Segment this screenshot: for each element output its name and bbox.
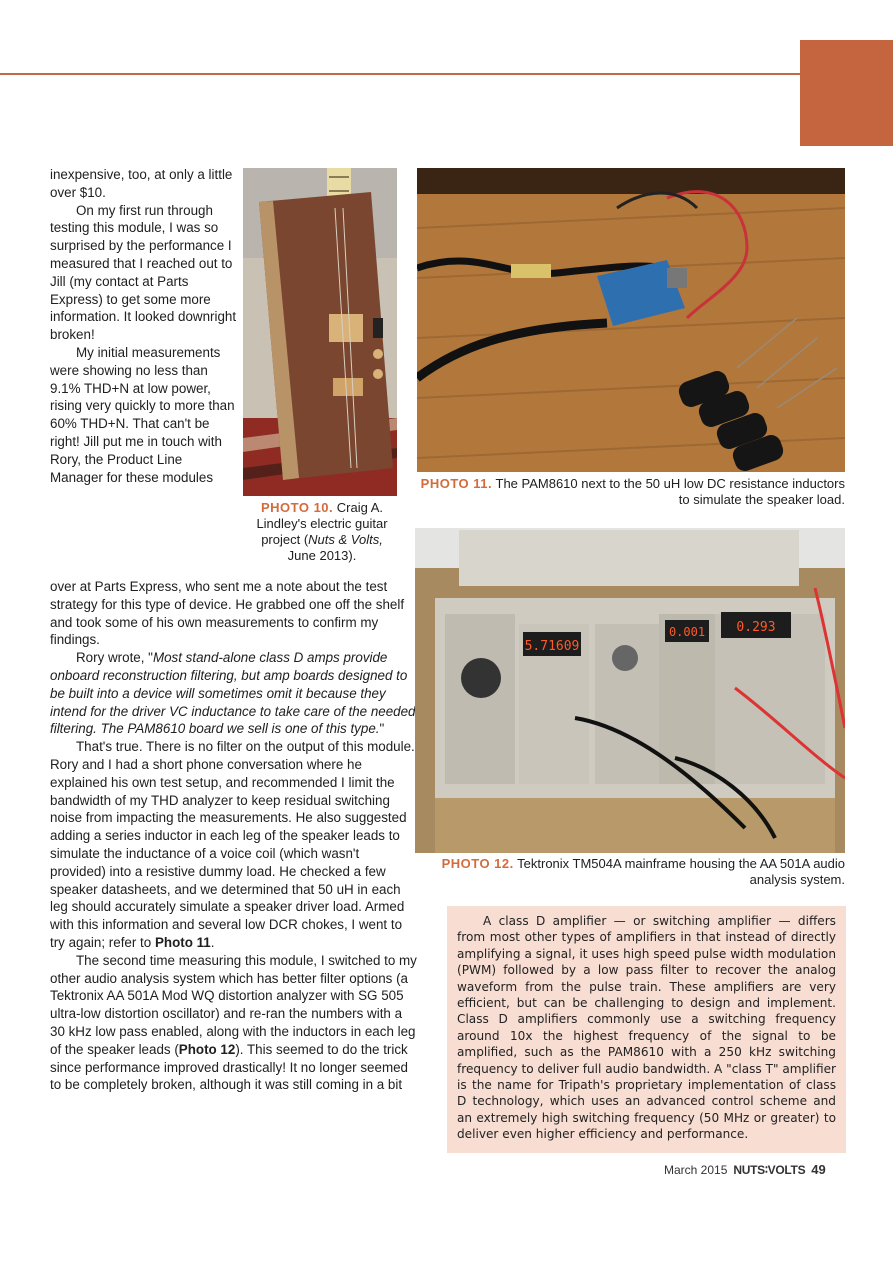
page-number: 49 <box>811 1162 826 1177</box>
body-paragraph: The second time measuring this module, I switched to my other audio analysis system which has better filter options (a Tektronix AA 501A Mod WQ distortion analyzer with SG 505 ultra-low distortion oscillator) and re-ran the numbers with a 30 kHz low pass enabled, along with the inductors in each leg of the speaker leads (Photo 12). This seemed to do the trick since performance improved drastically! It no longer seemed to be completely broken, although it was still coming in a bit <box>50 952 417 1093</box>
body-paragraph: My initial measurements were showing no less than 9.1% THD+N at low power, rising very quickly to more than 60% THD+N. That can't be right! Jill put me in touch with Rory, the Product Line Manager for these modules <box>50 344 235 485</box>
class-d-sidebar <box>447 906 846 1153</box>
body-paragraph: On my first run through testing this module, I was so surprised by the performance I measured that I reached out to Jill (my contact at Parts Express) to get some more information. It looked downright broken! <box>50 202 237 343</box>
photo-12-tektronix <box>415 528 845 853</box>
photo-10-label: PHOTO 10. <box>260 500 334 515</box>
svg-text:5.71609: 5.71609 <box>524 639 580 654</box>
body-paragraph: over at Parts Express, who sent me a note about the test strategy for this type of device. He grabbed one off the shelf and took some of his own measurements to confirm my findings. <box>50 579 405 648</box>
photo-12-label: PHOTO 12. <box>441 856 514 871</box>
header-rule <box>0 73 800 75</box>
photo-10-guitar <box>243 168 397 496</box>
footer-date: March 2015 <box>664 1163 728 1177</box>
body-paragraph: That's true. There is no filter on the output of this module. Rory and I had a short phone conversation where he explained his own test setup, and recommended I limit the bandwidth of my THD analyzer to keep residual switching noise from impacting the measurements. He also suggested adding a series inductor in each leg of the speaker leads to simulate the inductance of a voice coil (which wasn't provided) into a resistive dummy load. He checked a few speaker datasheets, and we determined that 50 uH in each leg should accurately simulate a speaker driver load. Armed with this information and several low DCR chokes, I went to try again; refer to Photo 11. <box>50 739 415 950</box>
svg-text:0.293: 0.293 <box>736 620 776 635</box>
footer-brand: NUTS∶VOLTS <box>733 1163 806 1177</box>
photo-10-caption: PHOTO 10. Craig A. Lindley's electric guitar project (Nuts & Volts, June 2013). <box>256 500 388 563</box>
article-column-narrow <box>50 166 238 486</box>
page-footer <box>664 1162 826 1177</box>
body-paragraph: Rory wrote, "Most stand-alone class D amps provide onboard reconstruction filtering, but amp boards designed to be built into a device will sometimes omit it because they intend for the driver VC inductance to take care of the needed filtering. The PAM8610 board we sell is one of this type." <box>50 650 416 737</box>
header-tab <box>800 40 893 146</box>
article-column-wide <box>50 578 418 1094</box>
photo-11-label: PHOTO 11. <box>420 476 493 491</box>
svg-text:0.001: 0.001 <box>668 625 706 639</box>
sidebar-text: A class D amplifier — or switching amplifier — differs from most other types of amplifiers in that instead of directly amplifying a signal, it uses high speed pulse width modulation (PWM) followed by a low pass filter to recover the analog waveform from the pulse train. These amplifiers are very efficient, but can be challenging to design and implement. Class D amplifiers commonly use a switching frequency around 10x the highest frequency of the signal to be amplified, such as the PAM8610 with a 250 kHz switching frequency to deliver full audio bandwidth. A "class T" amplifier is the name for Tripath's proprietary implementation of class D technology, which uses an advanced control scheme and an extremely high switching frequency (50 MHz or greater) to deliver even higher efficiency and performance. <box>457 914 836 1142</box>
photo-11-caption: PHOTO 11. The PAM8610 next to the 50 uH low DC resistance inductors to simulate the speaker load. <box>420 476 845 507</box>
photo-11-board <box>417 168 845 472</box>
photo-12-caption: PHOTO 12. Tektronix TM504A mainframe housing the AA 501A audio analysis system. <box>441 856 845 887</box>
body-paragraph: inexpensive, too, at only a little over $10. <box>50 167 233 200</box>
